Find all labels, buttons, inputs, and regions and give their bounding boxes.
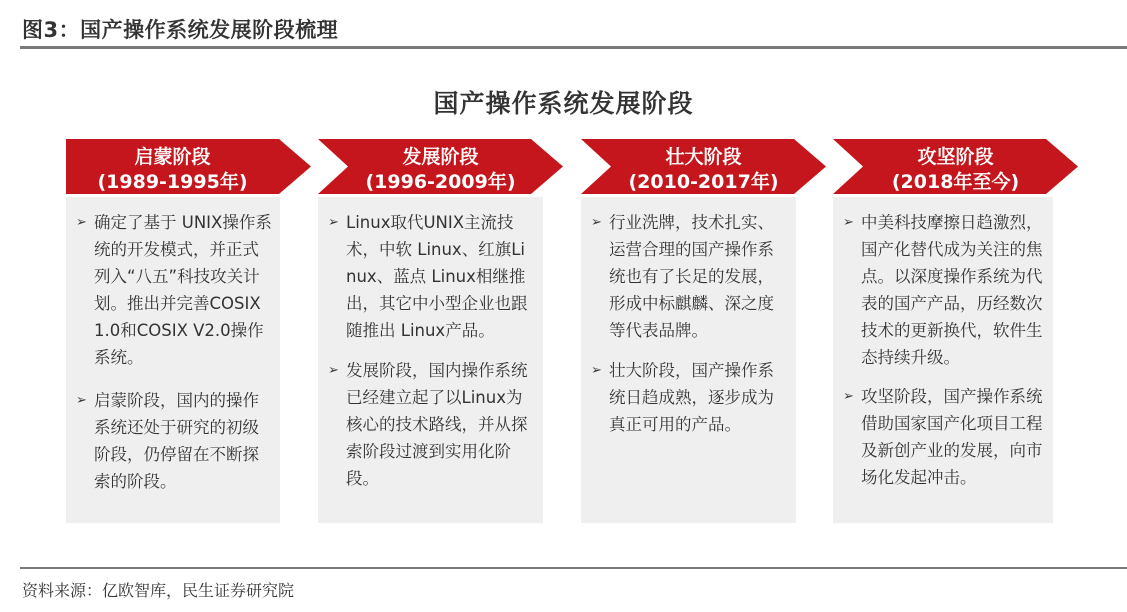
footer-divider: [20, 567, 1127, 569]
stage-panel: [833, 197, 1053, 523]
stage-header-arrow: [833, 139, 1083, 194]
stage-name: 发展阶段: [402, 146, 479, 168]
source-note: 资料来源：亿欧智库，民生证券研究院: [22, 581, 295, 600]
arrowhead-bullet-icon: ➢: [76, 215, 87, 230]
bullet-text: Linux取代UNIX主流技术，中软 Linux、红旗Linux、蓝点 Linux相继推出，其它中小型企业也跟随推出 Linux产品。: [346, 213, 528, 340]
arrowhead-bullet-icon: ➢: [591, 215, 602, 230]
bullet-text: 行业洗牌，技术扎实、运营合理的国产操作系统也有了长足的发展，形成中标麒麟、深之度等代表品牌。: [609, 213, 774, 340]
stage-header-arrow: [318, 139, 568, 194]
stage-name: 启蒙阶段: [134, 146, 211, 168]
stage-header-arrow: [581, 139, 831, 194]
stage-period: (1989-1995年): [97, 171, 248, 193]
arrowhead-bullet-icon: ➢: [843, 389, 854, 404]
stage-panel: [581, 197, 796, 523]
bullet-text: 确定了基于 UNIX操作系统的开发模式，并正式列入“八五”科技攻关计划。推出并完善COSIX1.0和COSIX V2.0操作系统。: [94, 213, 272, 367]
stage-period: (1996-2009年): [365, 171, 516, 193]
stage-panel: [66, 197, 280, 523]
stage-panel: [318, 197, 543, 523]
stage-name: 攻坚阶段: [917, 146, 994, 168]
arrowhead-bullet-icon: ➢: [76, 393, 87, 408]
arrowhead-bullet-icon: ➢: [591, 363, 602, 378]
stage-bullet: [328, 357, 535, 492]
bullet-text: 中美科技摩擦日趋激烈，国产化替代成为关注的焦点。以深度操作系统为代表的国产产品，历经数次技术的更新换代，软件生态持续升级。: [861, 213, 1043, 367]
bullet-text: 发展阶段，国内操作系统已经建立起了以Linux为核心的技术路线，并从探索阶段过渡到实用化阶段。: [346, 361, 528, 488]
stage-bullet: [76, 387, 272, 495]
figure-title: 图3：国产操作系统发展阶段梳理: [22, 18, 339, 42]
stage-bullet: [591, 209, 788, 344]
stage-bullet: [843, 209, 1045, 371]
stage-bullet: [591, 357, 788, 438]
arrowhead-bullet-icon: ➢: [843, 215, 854, 230]
bullet-text: 启蒙阶段，国内的操作系统还处于研究的初级阶段，仍停留在不断探索的阶段。: [94, 391, 259, 491]
bullet-text: 攻坚阶段，国产操作系统借助国家国产化项目工程及新创产业的发展，向市场化发起冲击。: [861, 387, 1043, 487]
stage-header-arrow: [66, 139, 306, 194]
stage-period: (2010-2017年): [628, 171, 779, 193]
diagram-title: 国产操作系统发展阶段: [433, 89, 694, 118]
arrowhead-bullet-icon: ➢: [328, 363, 339, 378]
stage-name: 壮大阶段: [665, 146, 742, 168]
stage-bullet: [843, 383, 1045, 491]
bullet-text: 壮大阶段，国产操作系统日趋成熟，逐步成为真正可用的产品。: [609, 361, 774, 434]
stage-bullet: [76, 209, 272, 371]
stage-period: (2018年至今): [891, 171, 1020, 193]
arrowhead-bullet-icon: ➢: [328, 215, 339, 230]
title-divider: [20, 46, 1127, 49]
stage-bullet: [328, 209, 535, 344]
